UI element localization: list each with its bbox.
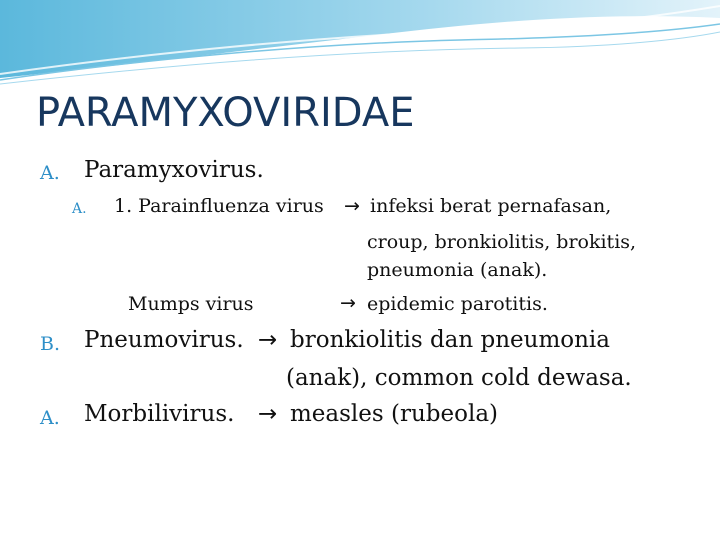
subitem-marker: A. <box>72 201 87 217</box>
description-line: measles (rubeola) <box>290 401 499 427</box>
item-label-paramyxovirus: Paramyxovirus. <box>84 157 264 183</box>
arrow-icon: → <box>340 292 356 314</box>
description-line: infeksi berat pernafasan, <box>370 195 612 217</box>
subitem-label-mumps: Mumps virus <box>128 293 254 315</box>
arrow-icon: → <box>258 401 278 427</box>
subitem-label-parainfluenza: 1. Parainfluenza virus <box>114 195 324 217</box>
header-wave-decoration <box>0 0 720 90</box>
slide-title: PARAMYXOVIRIDAE <box>36 90 415 136</box>
item-label-morbilivirus: Morbilivirus. <box>84 401 235 427</box>
item-label-pneumovirus: Pneumovirus. <box>84 327 244 353</box>
description-line: epidemic parotitis. <box>367 293 548 315</box>
item-marker: A. <box>40 162 60 184</box>
arrow-icon: → <box>344 195 360 217</box>
description-line: croup, bronkiolitis, brokitis, <box>367 231 637 253</box>
arrow-icon: → <box>258 327 278 353</box>
description-line: (anak), common cold dewasa. <box>286 365 632 391</box>
description-line: bronkiolitis dan pneumonia <box>290 327 611 353</box>
item-marker: A. <box>40 407 60 429</box>
item-marker: B. <box>40 333 61 355</box>
description-line: pneumonia (anak). <box>367 259 548 281</box>
